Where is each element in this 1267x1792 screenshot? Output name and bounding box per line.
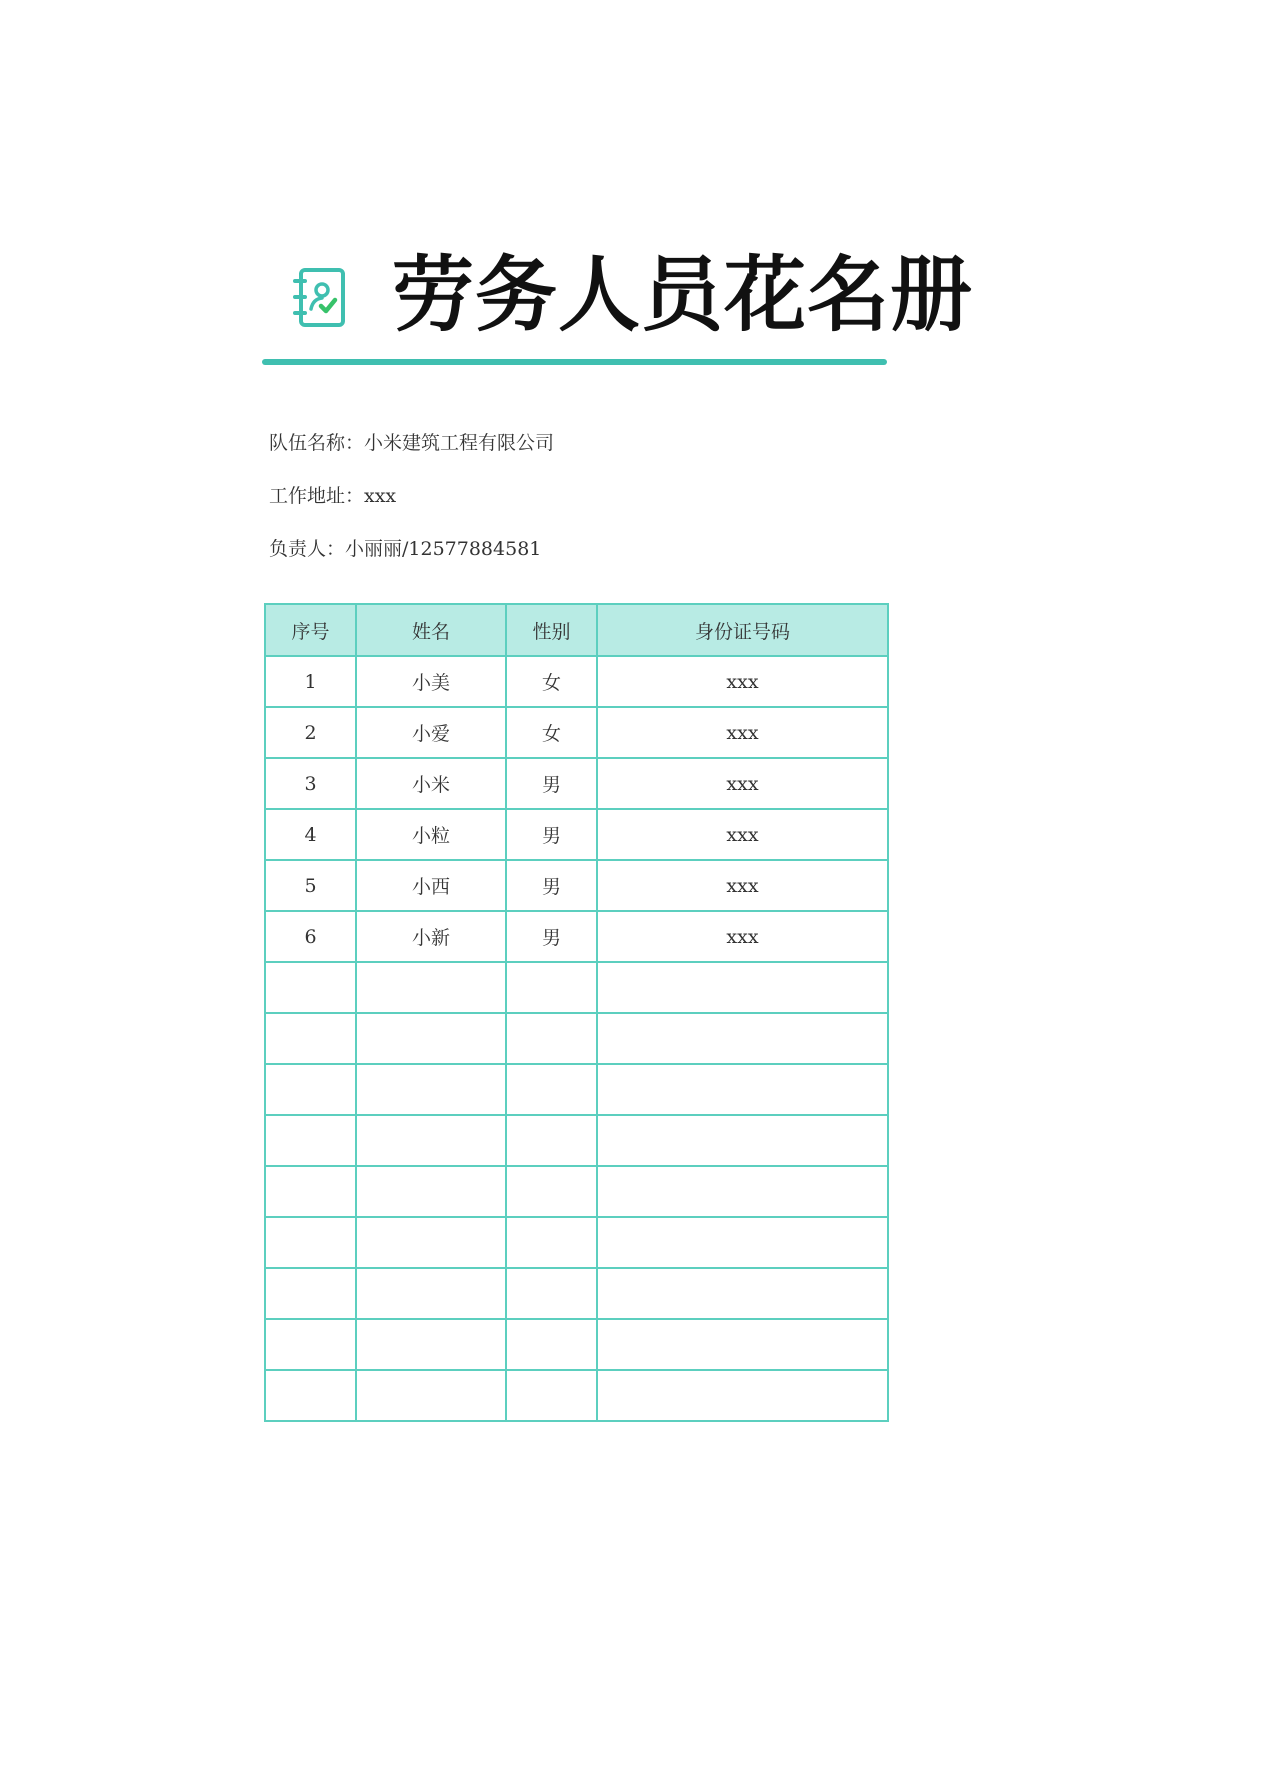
cell-id-number [597,962,888,1013]
cell-id-number: xxx [597,809,888,860]
table-row [265,1319,888,1370]
cell-id-number [597,1268,888,1319]
cell-gender: 男 [506,809,597,860]
cell-name: 小爱 [356,707,506,758]
table-row [265,860,888,911]
roster-book-check-icon [292,266,346,330]
cell-gender: 女 [506,707,597,758]
work-address: 工作地址：xxx [269,485,397,507]
cell-id-number: xxx [597,758,888,809]
cell-gender [506,1319,597,1370]
cell-id-number [597,1115,888,1166]
cell-serial: 3 [265,758,356,809]
page-title: 劳务人员花名册 [392,248,974,343]
cell-id-number [597,1013,888,1064]
cell-id-number: xxx [597,911,888,962]
table-row [265,1064,888,1115]
table-row [265,1115,888,1166]
table-row [265,707,888,758]
cell-id-number: xxx [597,860,888,911]
cell-name: 小米 [356,758,506,809]
cell-gender [506,1115,597,1166]
cell-name [356,1166,506,1217]
header-divider [262,359,887,365]
cell-serial [265,1166,356,1217]
cell-serial [265,1319,356,1370]
cell-serial [265,1115,356,1166]
cell-name [356,1115,506,1166]
cell-name [356,1064,506,1115]
table-header-row [265,604,888,656]
cell-serial [265,1064,356,1115]
table-row [265,1166,888,1217]
cell-gender [506,1370,597,1421]
cell-name: 小美 [356,656,506,707]
table-row [265,758,888,809]
cell-id-number [597,1064,888,1115]
document-header [262,238,974,348]
cell-gender [506,1166,597,1217]
cell-name [356,962,506,1013]
cell-gender: 男 [506,758,597,809]
cell-name: 小新 [356,911,506,962]
column-header-gender: 性别 [506,604,597,656]
cell-name: 小粒 [356,809,506,860]
cell-id-number [597,1217,888,1268]
team-name: 队伍名称：小米建筑工程有限公司 [269,432,555,454]
title-container [392,246,974,346]
cell-id-number: xxx [597,656,888,707]
person-in-charge: 负责人：小丽丽/12577884581 [269,538,542,560]
cell-gender [506,1217,597,1268]
cell-name [356,1370,506,1421]
cell-serial: 6 [265,911,356,962]
cell-id-number [597,1370,888,1421]
table-row [265,1268,888,1319]
cell-serial [265,1268,356,1319]
table-row [265,962,888,1013]
cell-serial [265,1013,356,1064]
column-header-serial: 序号 [265,604,356,656]
cell-name [356,1013,506,1064]
cell-serial: 1 [265,656,356,707]
cell-serial: 2 [265,707,356,758]
roster-table [264,603,889,1422]
cell-name [356,1217,506,1268]
cell-id-number [597,1319,888,1370]
cell-gender: 女 [506,656,597,707]
cell-id-number [597,1166,888,1217]
column-header-id-number: 身份证号码 [597,604,888,656]
cell-gender: 男 [506,860,597,911]
cell-name: 小西 [356,860,506,911]
table-row [265,656,888,707]
table-row [265,1370,888,1421]
cell-gender [506,1064,597,1115]
cell-id-number: xxx [597,707,888,758]
cell-name [356,1268,506,1319]
table-row [265,911,888,962]
cell-gender: 男 [506,911,597,962]
cell-serial [265,1370,356,1421]
cell-gender [506,1268,597,1319]
cell-serial: 5 [265,860,356,911]
table-body [265,656,888,1421]
table-row [265,1013,888,1064]
table-row [265,809,888,860]
cell-serial [265,962,356,1013]
cell-serial [265,1217,356,1268]
cell-gender [506,1013,597,1064]
cell-name [356,1319,506,1370]
cell-serial: 4 [265,809,356,860]
column-header-name: 姓名 [356,604,506,656]
cell-gender [506,962,597,1013]
table-row [265,1217,888,1268]
